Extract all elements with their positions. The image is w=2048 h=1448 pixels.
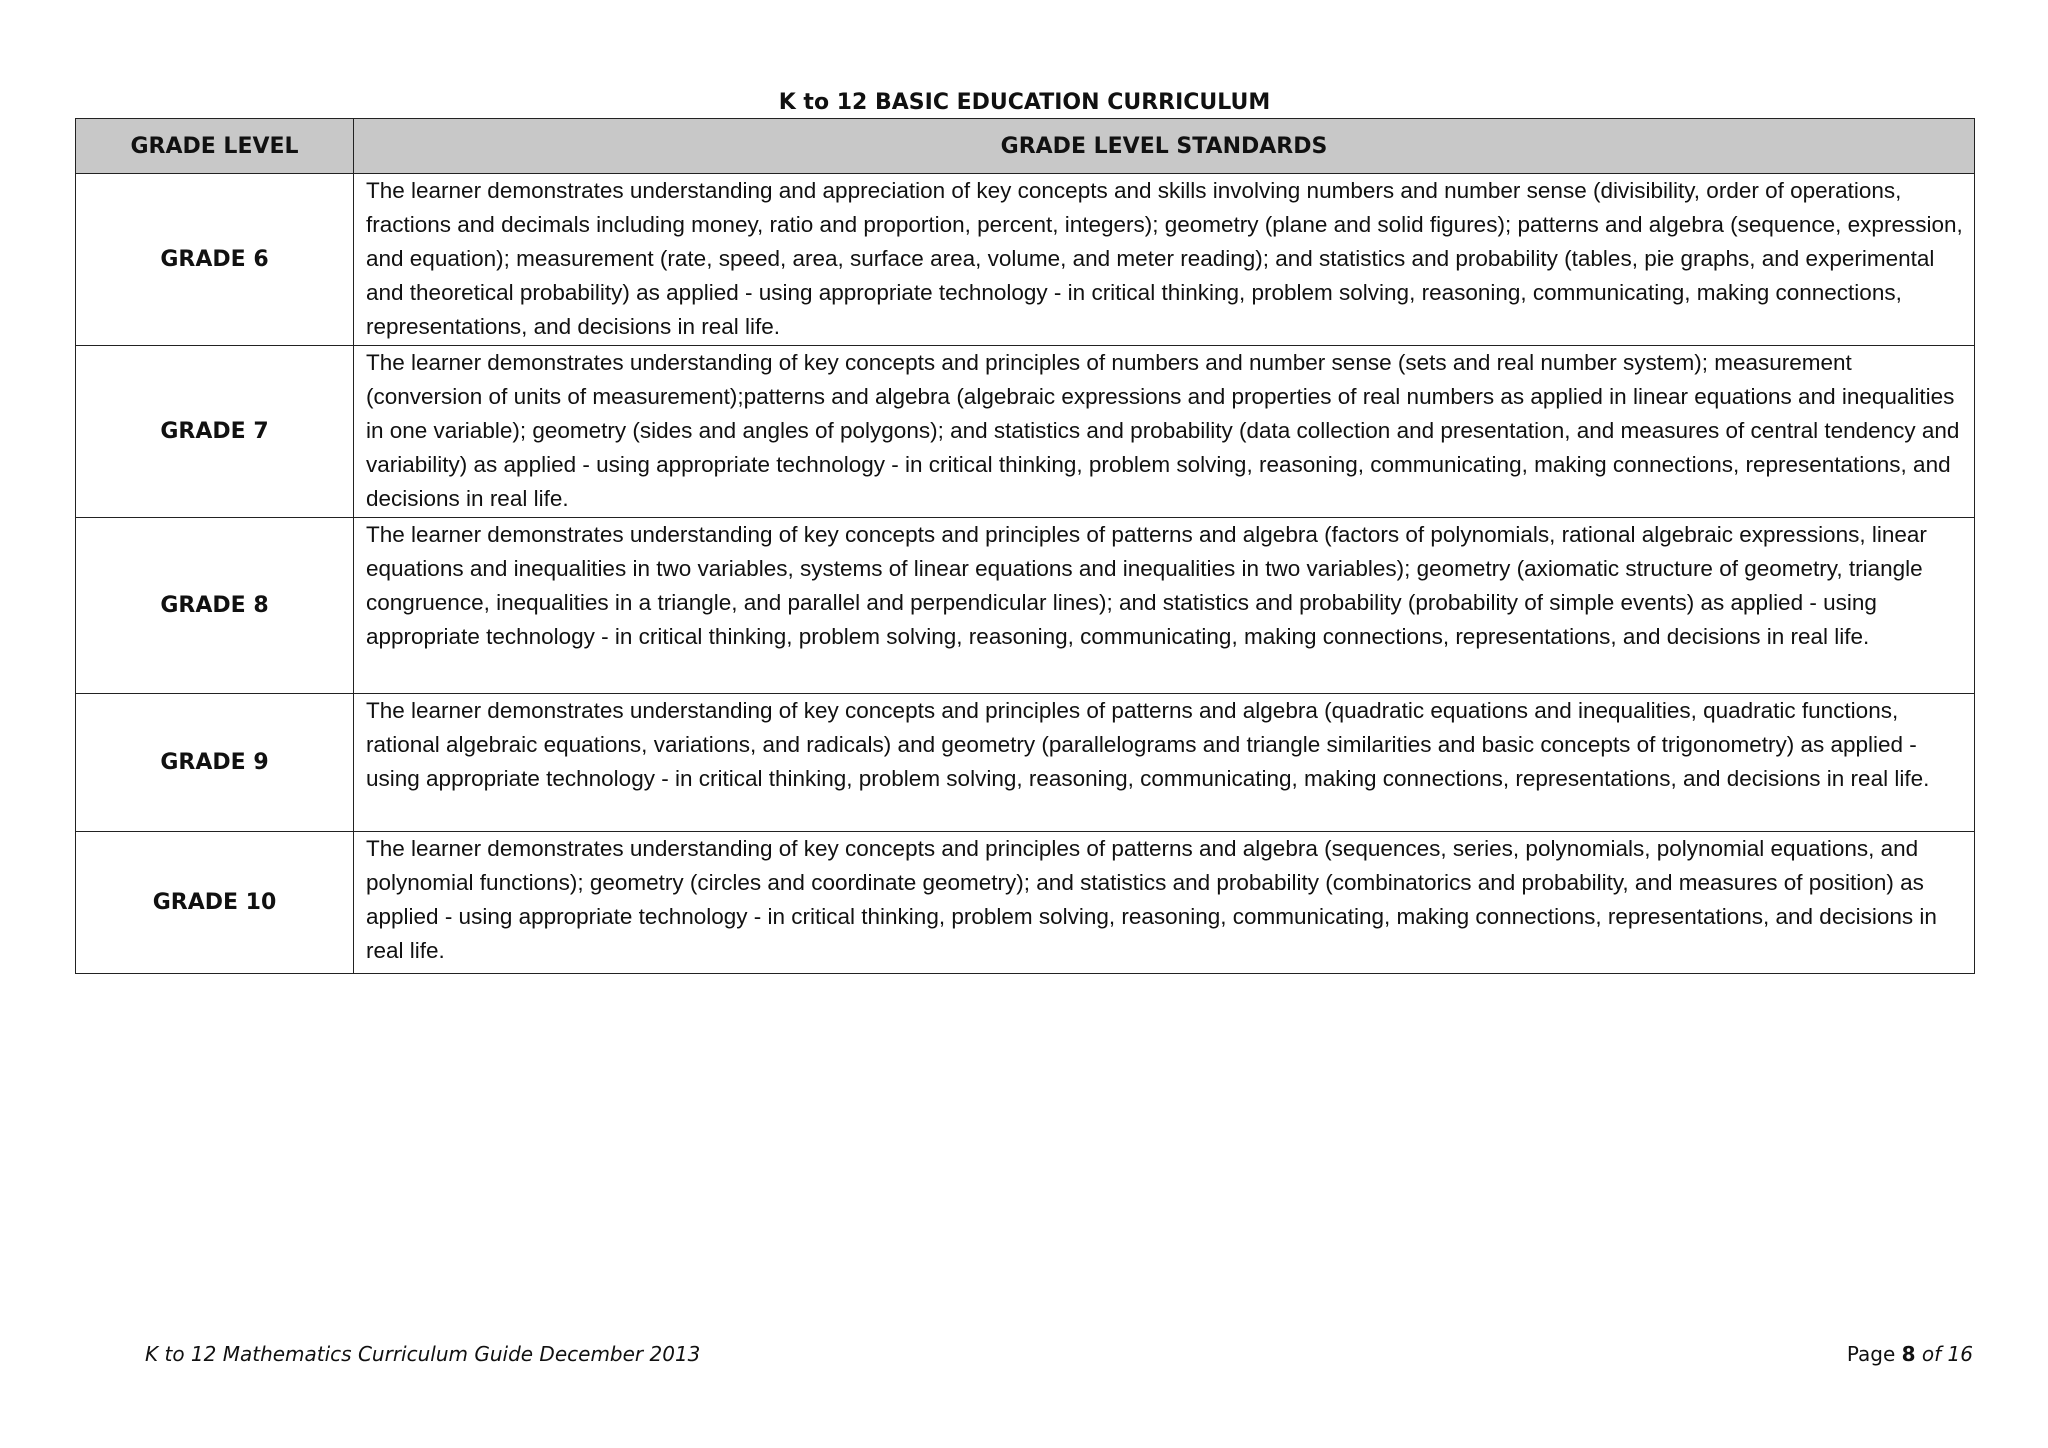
table-row [76,174,1975,346]
grade-standard-text: The learner demonstrates understanding of key concepts and principles of patterns and algebra (quadratic equations and inequalities, quadratic functions, rational algebraic equations, variations, and radicals) and geometry (parallelograms and triangle similarities and basic concepts of trigonometry) as applied - using appropriate technology - in critical thinking, problem solving, reasoning, communicating, making connections, representations, and decisions in real life. [354,694,1975,832]
grade-label: GRADE 8 [76,518,354,694]
footer-guide-title: K to 12 Mathematics Curriculum Guide December 2013 [145,1342,701,1366]
header-grade-level-standards: GRADE LEVEL STANDARDS [354,119,1975,174]
grade-standard-text: The learner demonstrates understanding and appreciation of key concepts and skills involving numbers and number sense (divisibility, order of operations, fractions and decimals including money, ratio and proportion, percent, integers); geometry (plane and solid figures); patterns and algebra (sequence, expression, and equation); measurement (rate, speed, area, surface area, volume, and meter reading); and statistics and probability (tables, pie graphs, and experimental and theoretical probability) as applied - using appropriate technology - in critical thinking, problem solving, reasoning, communicating, making connections, representations, and decisions in real life. [354,174,1975,346]
page-number: 8 [1901,1342,1916,1366]
table-row [76,832,1975,974]
page-label: Page [1846,1342,1896,1366]
grade-label: GRADE 9 [76,694,354,832]
grade-label: GRADE 7 [76,346,354,518]
grade-standard-text: The learner demonstrates understanding of key concepts and principles of patterns and algebra (sequences, series, polynomials, polynomial equations, and polynomial functions); geometry (circles and coordinate geometry); and statistics and probability (combinatorics and probability, and measures of position) as applied - using appropriate technology - in critical thinking, problem solving, reasoning, communicating, making connections, representations, and decisions in real life. [354,832,1975,974]
grade-standards-table [75,118,1975,974]
grade-label: GRADE 10 [76,832,354,974]
table-row [76,694,1975,832]
header-grade-level: GRADE LEVEL [76,119,354,174]
grade-standard-text: The learner demonstrates understanding of key concepts and principles of numbers and number sense (sets and real number system); measurement (conversion of units of measurement);patterns and algebra (algebraic expressions and properties of real numbers as applied in linear equations and inequalities in one variable); geometry (sides and angles of polygons); and statistics and probability (data collection and presentation, and measures of central tendency and variability) as applied - using appropriate technology - in critical thinking, problem solving, reasoning, communicating, making connections, representations, and decisions in real life. [354,346,1975,518]
grade-standard-text: The learner demonstrates understanding of key concepts and principles of patterns and algebra (factors of polynomials, rational algebraic expressions, linear equations and inequalities in two variables, systems of linear equations and inequalities in two variables); geometry (axiomatic structure of geometry, triangle congruence, inequalities in a triangle, and parallel and perpendicular lines); and statistics and probability (probability of simple events) as applied - using appropriate technology - in critical thinking, problem solving, reasoning, communicating, making connections, representations, and decisions in real life. [354,518,1975,694]
footer-page-indicator [1847,1340,1973,1368]
table-row [76,346,1975,518]
page-total: of 16 [1921,1342,1973,1366]
table-row [76,518,1975,694]
table-header-row [76,119,1975,174]
grade-label: GRADE 6 [76,174,354,346]
document-title: K to 12 BASIC EDUCATION CURRICULUM [778,90,1271,115]
